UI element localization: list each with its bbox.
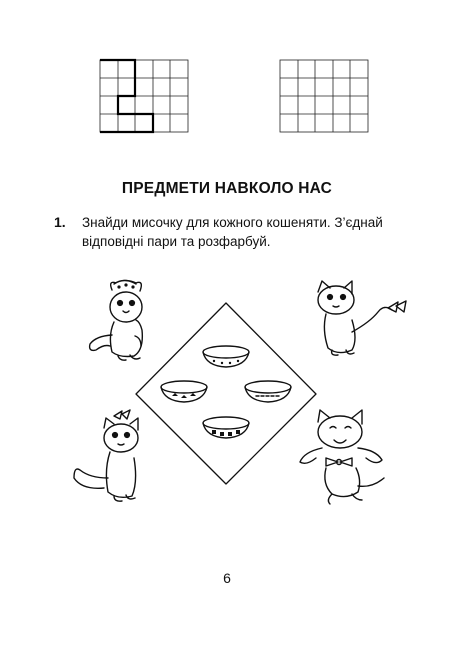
kitten-bottom-right-icon: [300, 410, 384, 504]
bowl-top-icon: [203, 346, 249, 367]
task-number: 1.: [54, 214, 66, 230]
bowl-right-icon: [245, 381, 291, 402]
kitten-top-right-icon: [318, 281, 406, 355]
bowl-left-icon: [161, 381, 207, 402]
bowl-bottom-icon: [203, 417, 249, 438]
page-number: 6: [223, 570, 231, 586]
section-heading: ПРЕДМЕТИ НАВКОЛО НАС: [121, 180, 333, 197]
kitten-bottom-left-icon: [74, 410, 138, 501]
task-text: Знайди мисочку для кожного кошеняти. З’єднай відповідні пари та розфарбуй.: [82, 215, 383, 249]
kitten-top-left-icon: [90, 281, 143, 361]
